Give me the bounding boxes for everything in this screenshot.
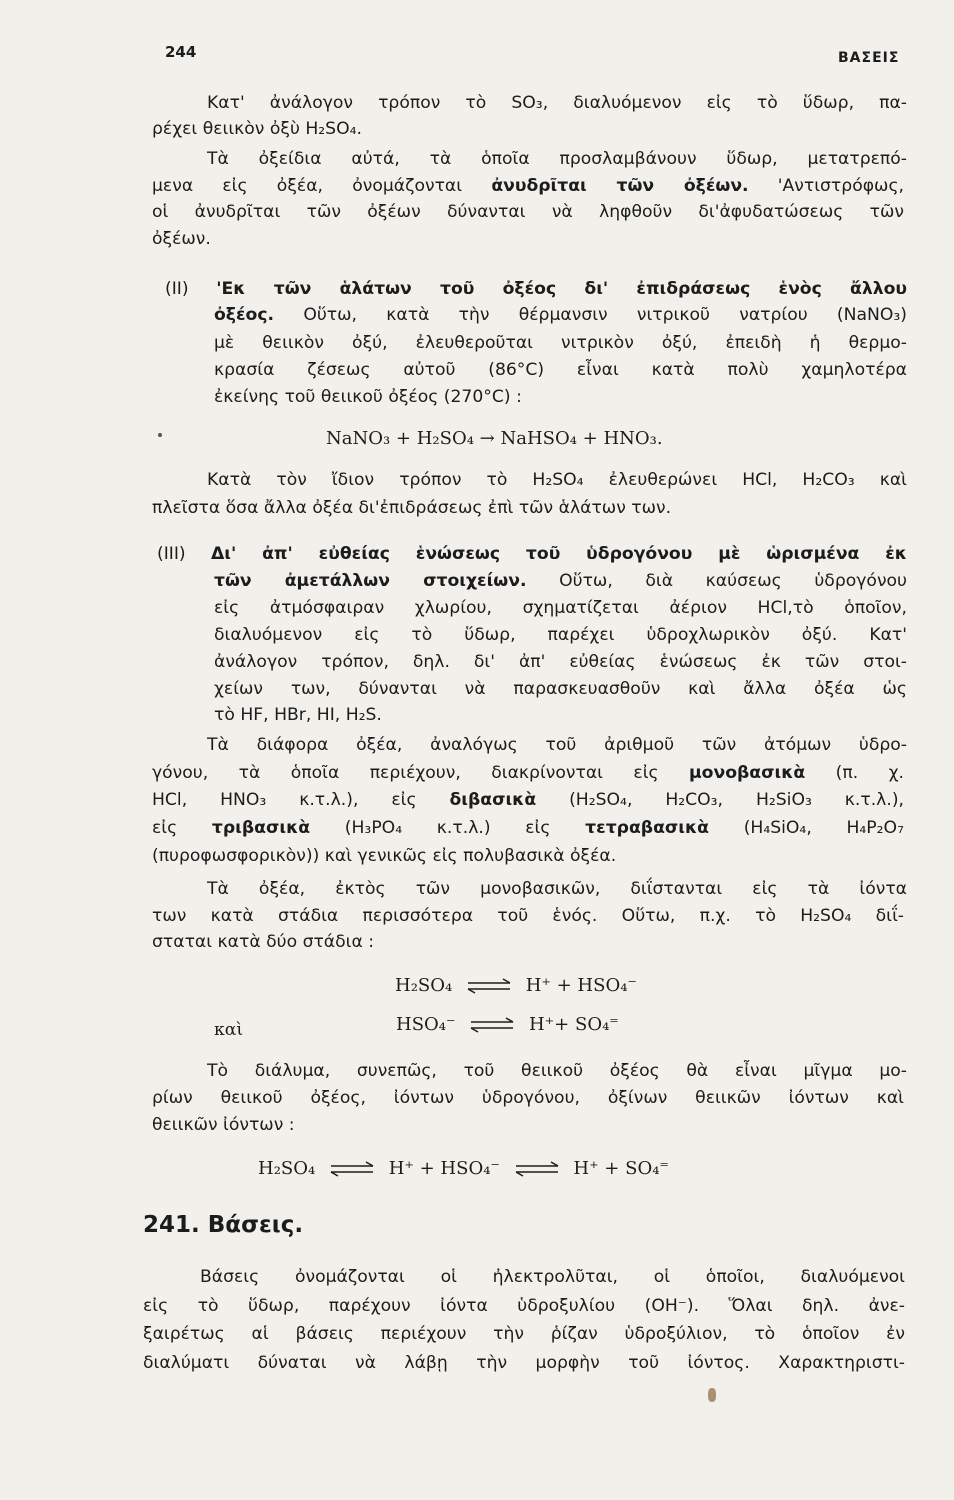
text-line	[152, 787, 904, 813]
equilibrium-arrow-icon	[329, 1161, 375, 1177]
bold-heading: ὀξέος.	[214, 305, 275, 325]
bold-heading: 'Εκ τῶν ἁλάτων τοῦ ὀξέος δι' ἐπιδράσεως ἑνὸς ἄλλου	[216, 279, 907, 299]
text-line: μὲ θειικὸν ὀξύ, ἐλευθεροῦται νιτρικὸν ὀξύ, ἐπειδὴ ἡ θερμο-	[214, 333, 907, 353]
equilibrium-arrow-icon	[514, 1161, 560, 1177]
text-line: ἐκείνης τοῦ θειικοῦ ὀξέος (270°C) :	[214, 387, 522, 407]
text-line	[152, 815, 904, 841]
bold-heading: Δι' ἀπ' εὐθείας ἑνώσεως τοῦ ὑδρογόνου μὲ ὡρισμένα ἐκ	[210, 544, 907, 564]
text-line: εἰς ἀτμόσφαιραν χλωρίου, σχηματίζεται ἀέριον HCl,τὸ ὁποῖον,	[214, 598, 907, 618]
text-line: (πυροφωσφορικὸν)) καὶ γενικῶς εἰς πολυβασικὰ ὀξέα.	[152, 846, 617, 866]
text-line: εἰς τὸ ὕδωρ, παρέχουν ἰόντα ὑδροξυλίου (OH⁻). Ὅλαι δηλ. ἀνε-	[143, 1296, 905, 1316]
text-line	[152, 173, 904, 199]
text-segment: Οὕτω, κατὰ τὴν θέρμανσιν νιτρικοῦ νατρίου (NaNO₃)	[303, 305, 907, 325]
equation-term: HSO₄⁻	[396, 1014, 456, 1035]
equation-overall	[258, 1158, 669, 1179]
equilibrium-arrow-icon	[466, 978, 512, 994]
text-line: σταται κατὰ δύο στάδια :	[152, 932, 375, 952]
text-line: Τὰ διάφορα ὀξέα, ἀναλόγως τοῦ ἀριθμοῦ τῶν ἀτόμων ὑδρο-	[207, 735, 907, 755]
text-line: ρέχει θειικὸν ὀξὺ H₂SO₄.	[152, 119, 362, 139]
equation-term: H₂SO₄	[258, 1158, 316, 1179]
text-line: Τὸ διάλυμα, συνεπῶς, τοῦ θειικοῦ ὀξέος θὰ εἶναι μῖγμα μο-	[207, 1061, 907, 1081]
text-segment: μενα εἰς ὀξέα, ὀνομάζονται	[152, 176, 463, 196]
text-segment: (π. χ.	[835, 763, 904, 783]
equilibrium-arrow-icon	[469, 1017, 515, 1033]
text-line: Βάσεις ὀνομάζονται οἱ ἠλεκτρολῦται, οἱ ὁποῖοι, διαλυόμενοι	[200, 1267, 905, 1287]
bold-term: τετραβασικὰ	[585, 818, 709, 838]
text-line: κρασία ζέσεως αὐτοῦ (86°C) εἶναι κατὰ πολὺ χαμηλοτέρα	[214, 360, 907, 380]
text-line: ὀξέων.	[152, 229, 211, 249]
text-line	[165, 276, 907, 302]
text-segment: (H₄SiO₄, H₄P₂O₇	[743, 818, 904, 838]
text-line: Κατὰ τὸν ἴδιον τρόπον τὸ H₂SO₄ ἐλευθερώνει HCl, H₂CO₃ καὶ	[207, 470, 907, 490]
text-segment: (H₃PO₄ κ.τ.λ.) εἰς	[344, 818, 551, 838]
text-line: των κατὰ στάδια περισσότερα τοῦ ἑνός. Οὕτω, π.χ. τὸ H₂SO₄ διΐ-	[152, 906, 904, 926]
text-line: πλεῖστα ὅσα ἄλλα ὀξέα δι'ἐπιδράσεως ἐπὶ τῶν ἁλάτων των.	[152, 498, 672, 518]
text-line: ξαιρέτως αἱ βάσεις περιέχουν τὴν ῥίζαν ὑδροξύλιον, τὸ ὁποῖον ἐν	[143, 1324, 905, 1344]
connective-kai: καὶ	[214, 1020, 244, 1040]
text-line: ρίων θειικοῦ ὀξέος, ἰόντων ὑδρογόνου, ὀξίνων θειικῶν ἰόντων καὶ	[152, 1088, 904, 1108]
text-line: τὸ HF, HBr, HI, H₂S.	[214, 705, 382, 725]
text-line: διαλυόμενον εἰς τὸ ὕδωρ, παρέχει ὑδροχλωρικὸν ὀξύ. Κατ'	[214, 625, 907, 645]
text-line	[214, 302, 907, 328]
equation-term: H⁺+ SO₄⁼	[528, 1014, 619, 1035]
text-line	[214, 568, 907, 594]
page-number: 244	[165, 43, 197, 61]
bold-term: τριβασικὰ	[211, 818, 311, 838]
text-segment: HCl, HNO₃ κ.τ.λ.), εἰς	[152, 790, 417, 810]
text-segment: (H₂SO₄, H₂CO₃, H₂SiO₃ κ.τ.λ.),	[569, 790, 904, 810]
equation-step1	[395, 975, 637, 996]
text-line	[157, 541, 907, 567]
text-line: Τὰ ὀξέα, ἐκτὸς τῶν μονοβασικῶν, διΐστανται εἰς τὰ ἰόντα	[207, 879, 907, 899]
text-line	[152, 760, 904, 786]
equation-term: H₂SO₄	[395, 975, 453, 996]
text-line: θειικῶν ἰόντων :	[152, 1115, 295, 1135]
text-segment: Οὕτω, διὰ καύσεως ὑδρογόνου	[559, 571, 907, 591]
text-line: Κατ' ἀνάλογον τρόπον τὸ SO₃, διαλυόμενον εἰς τὸ ὕδωρ, πα-	[207, 93, 907, 113]
equation-term: H⁺ + HSO₄⁻	[388, 1158, 500, 1179]
running-head: ΒΑΣΕΙΣ	[838, 50, 900, 66]
section-number: (II)	[165, 279, 189, 299]
section-heading: 241. Βάσεις.	[143, 1212, 304, 1238]
text-line: Τὰ ὀξείδια αὐτά, τὰ ὁποῖα προσλαμβάνουν ὕδωρ, μετατρεπό-	[207, 149, 907, 169]
text-segment: γόνου, τὰ ὁποῖα περιέχουν, διακρίνονται εἰς	[152, 763, 659, 783]
text-segment: 'Αντιστρόφως,	[777, 176, 904, 196]
bold-heading: τῶν ἀμετάλλων στοιχείων.	[214, 571, 527, 591]
margin-mark	[158, 433, 162, 437]
bold-term: διβασικὰ	[449, 790, 537, 810]
paper-stain	[708, 1388, 716, 1402]
bold-term: ἀνυδρῖται τῶν ὀξέων.	[491, 176, 749, 196]
equation-term: H⁺ + SO₄⁼	[573, 1158, 669, 1179]
bold-term: μονοβασικὰ	[689, 763, 806, 783]
equation-term: H⁺ + HSO₄⁻	[525, 975, 637, 996]
text-line: ἀνάλογον τρόπον, δηλ. δι' ἀπ' εὐθείας ἑνώσεως ἐκ τῶν στοι-	[214, 652, 907, 672]
text-line: χείων των, δύνανται νὰ παρασκευασθοῦν καὶ ἄλλα ὀξέα ὡς	[214, 679, 907, 699]
section-number: (III)	[157, 544, 186, 564]
text-line: διαλύματι δύναται νὰ λάβῃ τὴν μορφὴν τοῦ ἰόντος. Χαρακτηριστι-	[143, 1353, 905, 1373]
equation-nitrate: NaNO₃ + H₂SO₄ → NaHSO₄ + HNO₃.	[326, 428, 663, 449]
equation-step2	[396, 1014, 619, 1035]
text-line: οἱ ἀνυδρῖται τῶν ὀξέων δύνανται νὰ ληφθοῦν δι'ἀφυδατώσεως τῶν	[152, 202, 904, 222]
text-segment: εἰς	[152, 818, 178, 838]
